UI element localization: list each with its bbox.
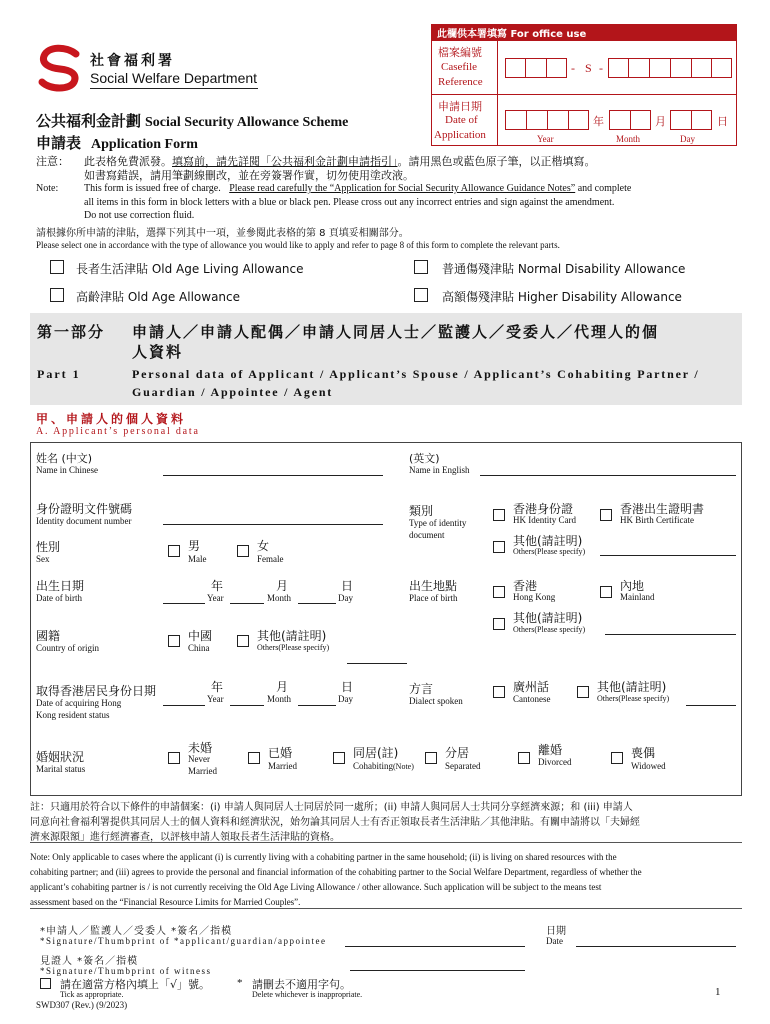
ref-label-en2: Reference — [438, 76, 483, 88]
date-label-en1: Date of — [445, 114, 478, 126]
subtitle-zh: 申請表 — [36, 134, 82, 152]
ref-label-zh: 檔案編號 — [438, 46, 482, 59]
section-a-en: A. Applicant’s personal data — [36, 426, 200, 437]
title-zh: 公共福利金計劃 — [36, 112, 142, 130]
married-checkbox[interactable] — [248, 752, 260, 764]
sign-date-field[interactable] — [576, 946, 736, 947]
part1-label-en: Part 1 — [37, 367, 81, 381]
nda-checkbox[interactable] — [414, 260, 428, 274]
nda-label: 普通傷殘津貼 Normal Disability Allowance — [442, 262, 686, 276]
hda-checkbox[interactable] — [414, 288, 428, 302]
tick-note-en: Tick as appropriate. — [60, 990, 124, 999]
part1-title-en2: Guardian / Appointee / Agent — [132, 385, 334, 399]
note-zh-line2: 如書寫錯誤，請用筆劃線刪改，並在旁簽署作實，切勿使用塗改液。 — [84, 169, 414, 182]
doc-others-checkbox[interactable] — [493, 541, 505, 553]
delete-note-en: Delete whichever is inappropriate. — [252, 990, 363, 999]
name-chinese-field[interactable] — [163, 475, 383, 476]
note-label-en: Note: — [36, 183, 59, 194]
date-label-zh: 申請日期 — [438, 100, 482, 113]
sign-applicant-zh: *申請人／監護人／受委人 *簽名／指模 — [40, 926, 233, 937]
select-note-en: Please select one in accordance with the type of allowance you would like to apply and refer to page 8 of this form to complete the relevant parts. — [36, 240, 560, 250]
cohab-note-en1: Note: Only applicable to cases where the applicant (i) is currently living with a cohabiting partner in the same household; (ii) is living on shared resources with the — [30, 852, 617, 862]
tick-legend-box — [40, 978, 51, 989]
doc-others-field[interactable] — [600, 555, 736, 556]
oaa-checkbox[interactable] — [50, 288, 64, 302]
office-use-header: 此欄供本署填寫 For office use — [431, 24, 737, 40]
acq-day-field[interactable] — [298, 705, 336, 706]
pob-others-checkbox[interactable] — [493, 618, 505, 630]
divorced-checkbox[interactable] — [518, 752, 530, 764]
hkid-checkbox[interactable] — [493, 509, 505, 521]
note-label-zh: 注意： — [36, 155, 69, 168]
dob-year-field[interactable] — [163, 603, 205, 604]
ref-s: S — [585, 61, 592, 75]
swd-logo — [36, 44, 84, 92]
office-divider — [431, 94, 737, 95]
nat-china-checkbox[interactable] — [168, 635, 180, 647]
female-checkbox[interactable] — [237, 545, 249, 557]
tick-note-zh: 請在適當方格內填上「√」號。 — [60, 978, 211, 991]
org-name-en: Social Welfare Department — [90, 70, 258, 86]
note-en-line2: all items in this form in block letters with a blue or black pen. Please cross out any incorrect entries and sign against the amendment. — [84, 197, 615, 208]
nat-others-checkbox[interactable] — [237, 635, 249, 647]
section-a-zh: 甲、申請人的個人資料 — [36, 412, 187, 426]
cohab-note-zh3: 濟來源限額」進行經濟審查，以評核申請人領取長者生活津貼的資格。 — [30, 832, 340, 843]
never-married-checkbox[interactable] — [168, 752, 180, 764]
oala-checkbox[interactable] — [50, 260, 64, 274]
delete-note-zh: 請刪去不適用字句。 — [252, 978, 351, 991]
part1-title-en1: Personal data of Applicant / Applicant’s Spouse / Applicant’s Cohabiting Partner / — [132, 367, 700, 381]
sign-applicant-en: *Signature/Thumbprint of *applicant/guardian/appointee — [40, 936, 327, 946]
witness-signature-field[interactable] — [350, 970, 525, 971]
pob-hk-checkbox[interactable] — [493, 586, 505, 598]
acq-year-field[interactable] — [163, 705, 205, 706]
applicant-signature-field[interactable] — [345, 946, 525, 947]
title-en: Social Security Allowance Scheme — [145, 115, 349, 130]
sign-witness-en: *Signature/Thumbprint of witness — [40, 966, 212, 976]
id-number-field[interactable] — [163, 524, 383, 525]
form-subtitle — [36, 132, 198, 153]
cohab-note-en3: applicant’s cohabiting partner is / is not currently receiving the Old Age Living Allowance / other allowance. Such application will be subject to the means test — [30, 882, 602, 892]
ref-box-1[interactable] — [505, 58, 567, 78]
ref-label-en1: Casefile — [441, 61, 478, 73]
part1-title-zh1: 申請人／申請人配偶／申請人同居人士／監護人／受委人／代理人的個 — [132, 323, 660, 341]
office-col-divider — [497, 40, 498, 146]
acq-month-field[interactable] — [230, 705, 264, 706]
sign-witness-zh: 見證人 *簽名／指模 — [40, 956, 139, 967]
widowed-checkbox[interactable] — [611, 752, 623, 764]
dob-month-field[interactable] — [230, 603, 264, 604]
dialect-others-checkbox[interactable] — [577, 686, 589, 698]
cohab-note-en2: cohabiting partner; and (iii) agrees to provide the personal and financial information of the cohabiting partner to the Social Welfare Department, regardless of whether the — [30, 867, 642, 877]
form-code: SWD307 (Rev.) (9/2023) — [36, 1000, 128, 1010]
org-name-zh: 社會福利署 — [90, 53, 175, 69]
dialect-cantonese-checkbox[interactable] — [493, 686, 505, 698]
hda-label: 高額傷殘津貼 Higher Disability Allowance — [442, 290, 682, 304]
oala-label: 長者生活津貼 Old Age Living Allowance — [76, 262, 304, 276]
pob-mainland-checkbox[interactable] — [600, 586, 612, 598]
swd-logo-icon — [36, 44, 84, 92]
date-label-en2: Application — [434, 129, 486, 141]
subtitle-en: Application Form — [91, 137, 198, 152]
personal-data-box — [30, 442, 742, 796]
oaa-label: 高齡津貼 Old Age Allowance — [76, 290, 241, 304]
name-english-field[interactable] — [480, 475, 736, 476]
org-underline — [90, 88, 258, 89]
cohabiting-checkbox[interactable] — [333, 752, 345, 764]
part1-title-zh2: 人資料 — [132, 343, 184, 361]
cohab-note-en4: assessment based on the “Financial Resource Limits for Married Couples”. — [30, 897, 301, 907]
pob-others-field[interactable] — [605, 634, 736, 635]
separated-checkbox[interactable] — [425, 752, 437, 764]
nat-others-field[interactable] — [347, 663, 407, 664]
select-note-zh: 請根據你所申請的津貼，選擇下列其中一項，並參閱此表格的第 8 頁填妥相關部分。 — [36, 228, 409, 239]
note-zh-line1: 此表格免費派發。填寫前，請先詳閱「公共福利金計劃申請指引」。請用黑色或藍色原子筆，以正楷填寫。 — [84, 155, 596, 168]
form-title — [36, 110, 348, 131]
cohabiting-en-label: Cohabiting(Note) — [353, 761, 414, 771]
dob-day-field[interactable] — [298, 603, 336, 604]
cohab-note-zh1: 註：只適用於符合以下條件的申請個案：(i) 申請人與同居人士同居於同一處所；(ii) 申請人與同居人士共同分享經濟來源；和 (iii) 申請人 — [30, 802, 633, 813]
note-en-line1: This form is issued free of charge. Please read carefully the “Application for Social Security Allowance Guidance Notes” and complete — [84, 183, 632, 194]
part1-label-zh: 第一部分 — [37, 323, 106, 341]
male-checkbox[interactable] — [168, 545, 180, 557]
hkbc-checkbox[interactable] — [600, 509, 612, 521]
page-number: 1 — [715, 986, 721, 998]
note-en-line3: Do not use correction fluid. — [84, 210, 195, 221]
cohab-note-zh2: 同意向社會福利署提供其同居人士的個人資料和經濟狀況，始勿論其同居人士有否正領取長者生活津貼／其他津貼。有關申請將以「夫婦經 — [30, 817, 640, 828]
dialect-others-field[interactable] — [686, 705, 736, 706]
